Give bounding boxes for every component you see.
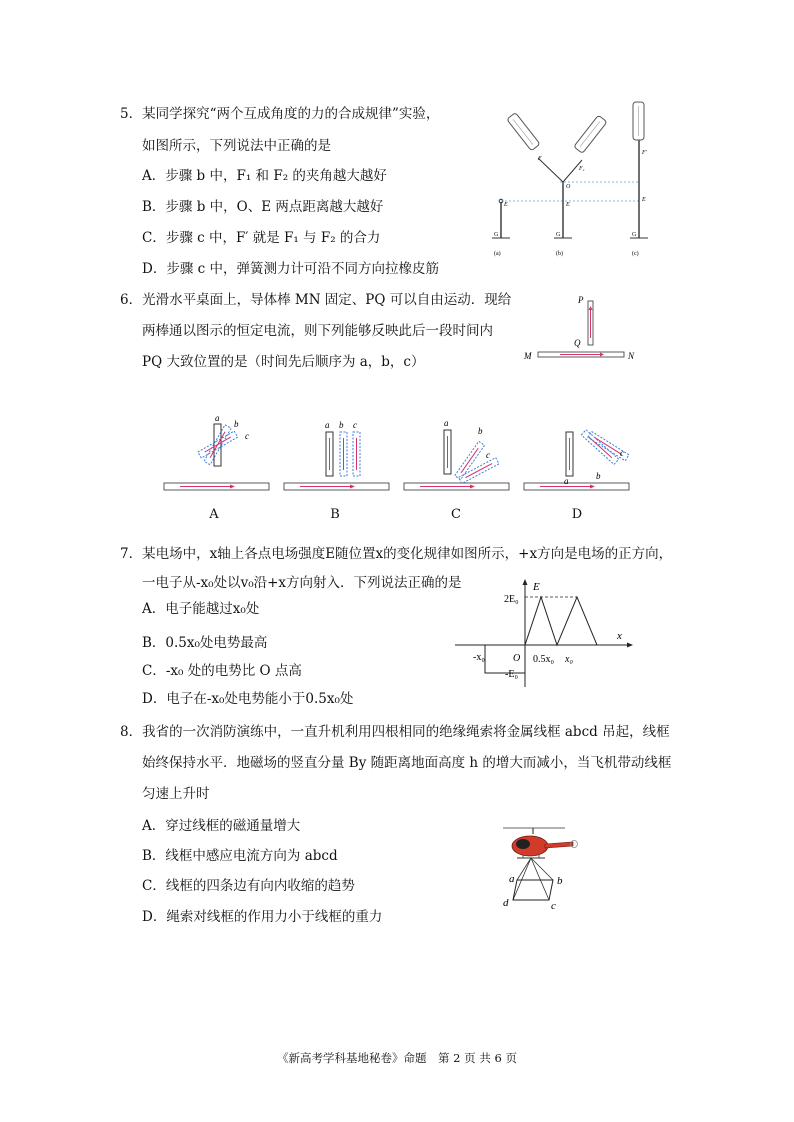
q6-a-label-c: c <box>245 431 249 441</box>
q7-option-a[interactable]: A．电子能越过x₀处 <box>142 601 260 617</box>
q6-c-label-b: b <box>478 426 483 436</box>
q6-choice-b-figure[interactable] <box>280 408 395 498</box>
q5-option-d[interactable]: D．步骤 c 中，弹簧测力计可沿不同方向拉橡皮筋 <box>142 261 439 277</box>
q8-figure <box>495 822 590 914</box>
q5-fig-label-o: O <box>566 184 571 190</box>
q6-d-label-b: b <box>596 471 601 481</box>
q6-line3: PQ 大致位置的是（时间先后顺序为 a，b，c） <box>142 354 425 370</box>
q6-choice-d-letter[interactable]: D <box>571 507 583 522</box>
q5-fig-label-e-c: E <box>642 197 646 203</box>
q5-option-b[interactable]: B．步骤 b 中，O、E 两点距离越大越好 <box>142 199 384 215</box>
q6-a-label-a: a <box>215 413 220 423</box>
q7-line1: 7．某电场中，x轴上各点电场强度E随位置x的变化规律如图所示，+x方向是电场的正方向， <box>120 546 673 562</box>
q8-label-b: b <box>557 875 563 887</box>
q5-fig-label-caption-b: (b) <box>556 251 563 257</box>
q6-choice-d-figure[interactable] <box>520 408 635 498</box>
q6-line2: 两棒通以图示的恒定电流，则下列能够反映此后一段时间内 <box>142 323 493 339</box>
q6-label-p: P <box>578 295 584 305</box>
q5-fig-label-g-c: G <box>632 232 637 238</box>
q6-number: 6． <box>120 292 143 308</box>
q7-graph <box>455 575 635 690</box>
q5-fig-label-g-b: G <box>556 232 561 238</box>
q8-option-c[interactable]: C．线框的四条边有向内收缩的趋势 <box>142 878 355 894</box>
q5-option-c[interactable]: C．步骤 c 中，F′ 就是 F₁ 与 F₂ 的合力 <box>142 230 381 246</box>
q8-line2: 始终保持水平．地磁场的竖直分量 By 随距离地面高度 h 的增大而减小，当飞机带动线框 <box>142 755 672 771</box>
q5-option-a[interactable]: A．步骤 b 中，F₁ 和 F₂ 的夹角越大越好 <box>142 168 387 184</box>
q6-choice-b-letter[interactable]: B <box>330 507 340 522</box>
q5-fig-label-fprime: F′ <box>642 150 647 156</box>
q6-b-label-c: c <box>353 420 357 430</box>
q5-number: 5． <box>120 106 143 122</box>
q6-figure <box>520 290 640 370</box>
q7-label-x0: x₀ <box>565 654 573 665</box>
q5-fig-label-f: F <box>538 156 542 162</box>
q6-b-label-a: a <box>325 420 330 430</box>
q6-choice-c-letter[interactable]: C <box>451 507 461 522</box>
q6-c-label-c: c <box>486 450 490 460</box>
q8-line3: 匀速上升时 <box>142 786 210 802</box>
q7-option-d[interactable]: D．电子在-x₀处电势能小于0.5x₀处 <box>142 691 354 707</box>
q6-d-label-c: c <box>620 448 624 458</box>
q5-line1: 5．某同学探究“两个互成角度的力的合成规律”实验， <box>120 106 440 122</box>
q6-label-q: Q <box>574 338 581 348</box>
q5-fig-label-e-b: E <box>566 202 570 208</box>
q6-d-label-a: a <box>564 476 569 486</box>
q6-b-label-b: b <box>339 420 344 430</box>
q7-label-neg-e0: -E₀ <box>505 669 518 680</box>
q8-line1: 8．我省的一次消防演练中，一直升机利用四根相同的绝缘绳索将金属线框 abcd 吊起，线框 <box>120 724 670 740</box>
q6-label-n: N <box>628 351 635 361</box>
helicopter-icon <box>503 828 578 858</box>
q7-line2: 一电子从-x₀处以v₀沿+x方向射入．下列说法正确的是 <box>142 575 462 591</box>
q7-label-origin: O <box>513 653 521 664</box>
q7-option-b[interactable]: B．0.5x₀处电势最高 <box>142 635 268 651</box>
q6-choice-c-figure[interactable] <box>400 408 515 498</box>
q8-label-d: d <box>503 897 509 909</box>
q5-fig-label-caption-c: (c) <box>632 251 639 257</box>
q7-axis-e: E <box>533 581 540 593</box>
q7-number: 7． <box>120 546 143 562</box>
q8-option-d[interactable]: D．绳索对线框的作用力小于线框的重力 <box>142 909 383 925</box>
page-footer: 《新高考学科基地秘卷》命题 第 2 页 共 6 页 <box>277 1051 517 1065</box>
q5-line2: 如图所示，下列说法中正确的是 <box>142 138 331 154</box>
q8-option-a[interactable]: A．穿过线框的磁通量增大 <box>142 818 301 834</box>
q6-choice-a-letter[interactable]: A <box>209 507 219 522</box>
q8-label-c: c <box>551 900 556 912</box>
q7-label-2e0: 2E₀ <box>504 594 519 605</box>
q5-fig-label-e-a: E <box>504 202 508 208</box>
q8-number: 8． <box>120 724 143 740</box>
q7-label-neg-x0: -x₀ <box>473 652 485 663</box>
q8-option-b[interactable]: B．线框中感应电流方向为 abcd <box>142 848 338 864</box>
q7-option-c[interactable]: C．-x₀ 处的电势比 O 点高 <box>142 663 302 679</box>
q6-line1: 6．光滑水平桌面上，导体棒 MN 固定、PQ 可以自由运动．现给 <box>120 292 512 308</box>
q7-label-half-x0: 0.5x₀ <box>533 654 554 665</box>
q5-fig-label-f1: F₁ <box>579 166 585 172</box>
q6-c-label-a: a <box>444 418 449 428</box>
q6-a-label-b: b <box>234 419 239 429</box>
q5-fig-label-g-a: G <box>494 232 499 238</box>
q7-axis-x: x <box>617 630 622 642</box>
q8-label-a: a <box>509 873 515 885</box>
q6-label-m: M <box>524 351 532 361</box>
q6-choice-a-figure[interactable] <box>160 408 275 498</box>
q5-figure <box>482 98 672 263</box>
q5-fig-label-caption-a: (a) <box>494 251 501 257</box>
